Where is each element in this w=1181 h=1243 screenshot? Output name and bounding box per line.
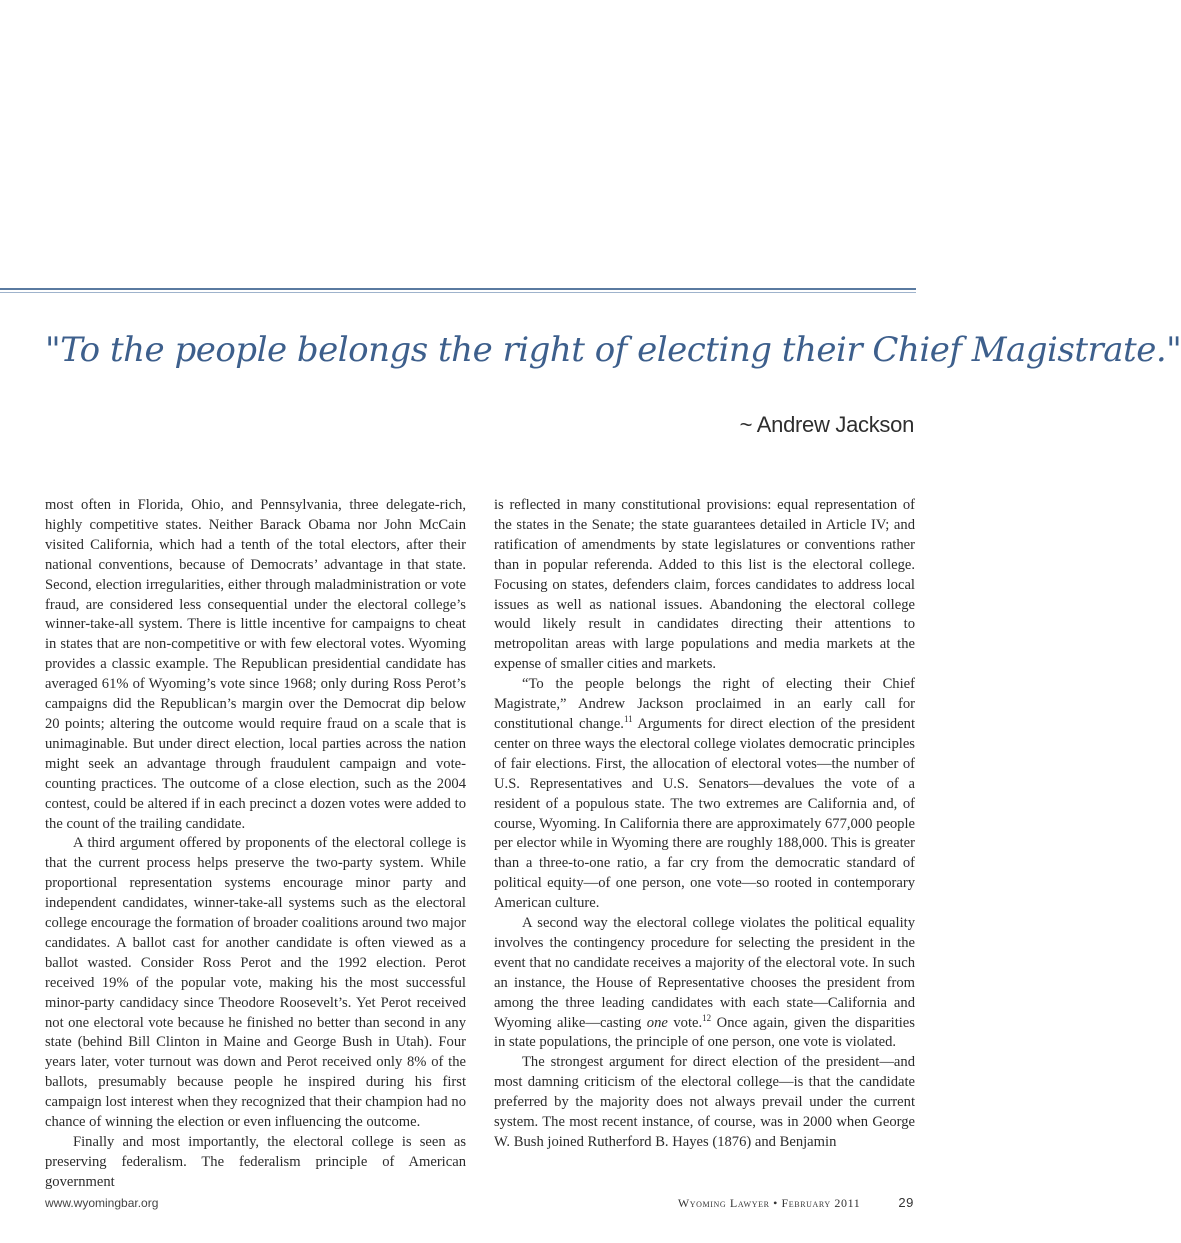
- footer-website: www.wyomingbar.org: [45, 1196, 159, 1210]
- paragraph: [494, 675, 915, 914]
- paragraph-text: vote.: [667, 1014, 703, 1031]
- pull-quote: "To the people belongs the right of electing their Chief Magistrate.": [45, 330, 1181, 370]
- footer-publication-info: [678, 1195, 914, 1211]
- paragraph: [494, 914, 915, 1053]
- paragraph: is reflected in many constitutional provisions: equal representation of the states in the Senate; the state guarantees detailed in Article IV; and ratification of amendments by state legislatures or conventions rather than in popular referenda. Added to this list is the electoral college. Focusing on states, defenders claim, forces candidates to address local issues as well as national issues. Abandoning the electoral college would likely result in candidates directing their attentions to metropolitan areas with large populations and media markets at the expense of smaller cities and markets.: [494, 497, 915, 673]
- page-number: 29: [898, 1195, 914, 1210]
- paragraph-text: A second way the electoral college violates the political equality involves the contingency procedure for selecting the president in the event that no candidate receives a majority of the electoral vote. In such an instance, the House of Representative chooses the president from among the three leading candidates with each state—California and Wyoming alike—casting: [494, 915, 915, 1031]
- footnote-ref: 12: [702, 1012, 712, 1023]
- publication-name: Wyoming Lawyer • February 2011: [677, 1196, 861, 1210]
- paragraph: most often in Florida, Ohio, and Pennsylvania, three delegate-rich, highly competitive states. Neither Barack Obama nor John McCain visited California, which had a tenth of the total electors, after their national conventions, because of Democrats’ advantage in that state. Second, election irregularities, either through maladministration or vote fraud, are considered less consequential under the electoral college’s winner-take-all system. There is little incentive for campaigns to cheat in states that are non-competitive or with few electoral votes. Wyoming provides a classic example. The Republican presidential candidate has averaged 61% of Wyoming’s vote since 1968; only during Ross Perot’s campaigns did the Republican’s margin over the Democrat dip below 20 points; altering the outcome would require fraud on a scale that is unimaginable. But under direct election, local parties across the nation might seek an advantage through fraudulent campaign and vote-counting practices. The outcome of a close election, such as the 2004 contest, could be altered if in each precinct a dozen votes were added to the count of the trailing candidate.: [45, 497, 466, 832]
- emphasis-text: one: [646, 1014, 668, 1031]
- right-column: [494, 496, 915, 1153]
- header-rule: [0, 288, 916, 290]
- paragraph-text: Arguments for direct election of the president center on three ways the electoral college violates democratic principles of fair elections. First, the allocation of electoral votes—the number of U.S. Representatives and U.S. Senators—devalues the vote of a resident of a populous state. The two extremes are California and, of course, Wyoming. In California there are approximately 677,000 people per elector while in Wyoming there are roughly 188,000. This is greater than a three-to-one ratio, a far cry from the democratic standard of political equity—of one person, one vote—so rooted in contemporary American culture.: [494, 715, 915, 912]
- paragraph: A third argument offered by proponents of the electoral college is that the current process helps preserve the two-party system. While proportional representation systems encourage minor party and independent candidates, winner-take-all systems such as the electoral college encourage the formation of broader coalitions around two major candidates. A ballot cast for another candidate is often viewed as a ballot wasted. Consider Ross Perot and the 1992 election. Perot received 19% of the popular vote, making his the most successful minor-party candidacy since Theodore Roosevelt’s. Yet Perot received not one electoral vote because he finished no better than second in any state (behind Bill Clinton in Maine and George Bush in Utah). Four years later, voter turnout was down and Perot received only 8% of the ballots, presumably because people he inspired during his first campaign lost interest when they recognized that their champion had no chance of winning the election or even influencing the outcome.: [45, 835, 466, 1131]
- footnote-ref: 11: [623, 714, 633, 725]
- paragraph: The strongest argument for direct election of the president—and most damning criticism of the electoral college—is that the candidate preferred by the majority does not always prevail under the current system. The most recent instance, of course, was in 2000 when George W. Bush joined Rutherford B. Hayes (1876) and Benjamin: [494, 1054, 915, 1150]
- paragraph-text: Once again, given the disparities in state populations, the principle of one person, one vote is violated.: [494, 1014, 915, 1051]
- header-rule-thin: [0, 292, 916, 293]
- left-column: [45, 496, 466, 1193]
- paragraph: Finally and most importantly, the electoral college is seen as preserving federalism. The federalism principle of American government: [45, 1134, 466, 1190]
- paragraph-text: “To the people belongs the right of electing their Chief Magistrate,” Andrew Jackson proclaimed in an early call for constitutional change.: [494, 676, 915, 732]
- pull-quote-attribution: ~ Andrew Jackson: [739, 412, 914, 437]
